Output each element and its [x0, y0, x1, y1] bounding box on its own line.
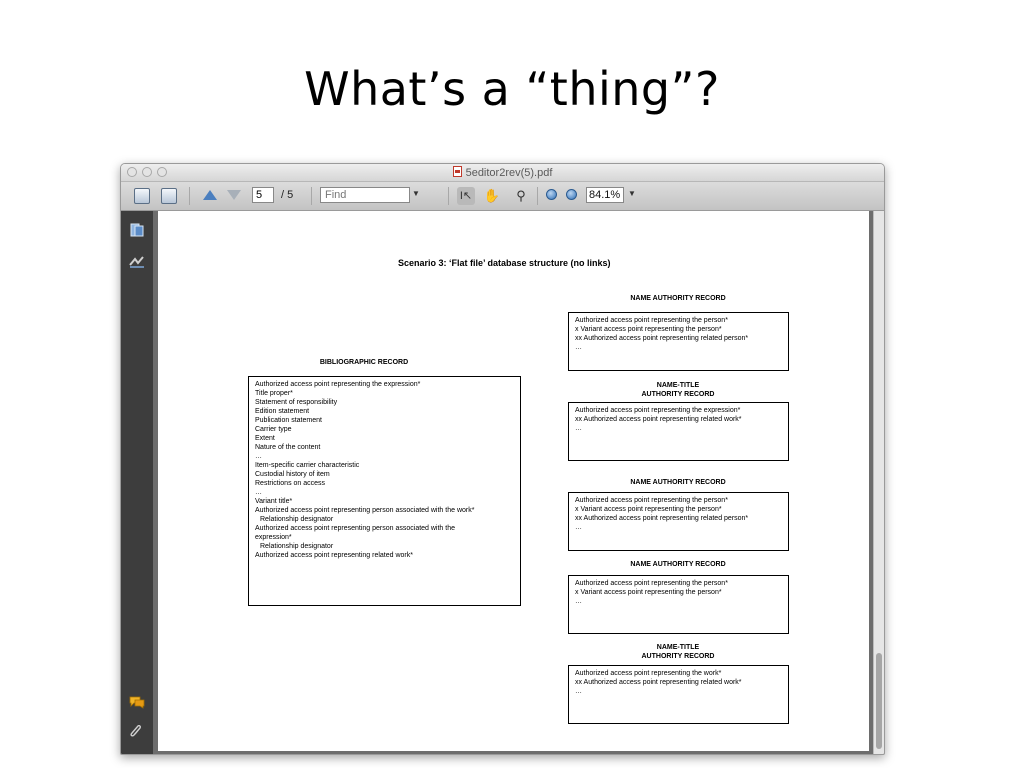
signature-icon[interactable]	[129, 255, 145, 269]
window-title	[121, 166, 884, 179]
record-line: xx Authorized access point representing related person*	[575, 335, 749, 342]
bibliographic-record-box	[248, 376, 521, 606]
record-line: Authorized access point representing the expression*	[575, 407, 741, 414]
record-line: Authorized access point representing person associated with the work*	[255, 507, 475, 514]
record-line: …	[575, 425, 582, 432]
authority-record-box	[568, 492, 789, 551]
authority-record-label-line: NAME AUTHORITY RECORD	[630, 561, 726, 568]
record-line: Custodial history of item	[255, 471, 330, 478]
authority-record-label	[568, 294, 788, 303]
record-line: x Variant access point representing the person*	[575, 506, 722, 513]
page-total: / 5	[281, 189, 294, 201]
record-line: Item-specific carrier characteristic	[255, 462, 360, 469]
record-line: Carrier type	[255, 426, 292, 433]
select-text-tool-icon[interactable]: I↖	[457, 187, 475, 205]
window-title-text: 5editor2rev(5).pdf	[465, 167, 553, 179]
record-line: x Variant access point representing the person*	[575, 589, 722, 596]
record-line: Nature of the content	[255, 444, 321, 451]
authority-record-label-line: NAME AUTHORITY RECORD	[630, 295, 726, 302]
authority-record-label	[568, 381, 788, 399]
record-line: …	[575, 598, 582, 605]
authority-record-box	[568, 402, 789, 461]
fit-page-icon[interactable]	[161, 188, 177, 204]
authority-record-label-line: NAME-TITLE	[656, 644, 700, 651]
pages-icon[interactable]	[129, 223, 145, 237]
authority-record-label-line: NAME AUTHORITY RECORD	[630, 479, 726, 486]
bibliographic-record-label: BIBLIOGRAPHIC RECORD	[319, 359, 409, 366]
record-line: …	[255, 453, 262, 460]
record-line: Restrictions on access	[255, 480, 326, 487]
record-line: xx Authorized access point representing related work*	[575, 416, 742, 423]
record-line: xx Authorized access point representing related person*	[575, 515, 749, 522]
document-heading: Scenario 3: ‘Flat file’ database structure (no links)	[398, 258, 611, 268]
record-line: Authorized access point representing person associated with the	[255, 525, 456, 532]
record-line: Extent	[255, 435, 275, 442]
record-line: xx Authorized access point representing related work*	[575, 679, 742, 686]
attachment-icon[interactable]	[129, 725, 145, 739]
marquee-zoom-icon[interactable]: ⚲	[516, 188, 526, 203]
record-line: …	[575, 524, 582, 531]
zoom-dropdown-arrow-icon[interactable]: ▼	[628, 189, 636, 198]
authority-record-label	[568, 560, 788, 569]
record-line: Statement of responsibility	[255, 399, 338, 406]
record-line: Authorized access point representing the person*	[575, 317, 728, 324]
document-view[interactable]	[153, 211, 884, 754]
authority-record-box	[568, 312, 789, 371]
toolbar	[121, 182, 884, 211]
authority-record-box	[568, 575, 789, 634]
zoom-out-icon[interactable]	[546, 189, 557, 200]
record-line: Edition statement	[255, 408, 310, 415]
record-line: Variant title*	[255, 498, 293, 505]
find-input[interactable]: Find	[320, 187, 410, 203]
page-number-input[interactable]: 5	[252, 187, 274, 203]
pdf-page	[158, 211, 869, 751]
record-line: …	[575, 688, 582, 695]
previous-page-icon[interactable]	[203, 190, 217, 200]
record-line: Publication statement	[255, 417, 322, 424]
zoom-level-input[interactable]: 84.1%	[586, 187, 624, 203]
record-line: x Variant access point representing the person*	[575, 326, 722, 333]
record-line: Relationship designator	[260, 516, 334, 523]
record-line: Authorized access point representing the person*	[575, 497, 728, 504]
pdf-viewer-window	[120, 163, 885, 755]
vertical-scrollbar[interactable]	[873, 211, 884, 754]
zoom-in-icon[interactable]	[566, 189, 577, 200]
title-bar	[121, 164, 884, 182]
record-line: expression*	[255, 534, 292, 541]
record-line: Authorized access point representing the work*	[575, 670, 722, 677]
authority-record-label-line: AUTHORITY RECORD	[641, 391, 715, 398]
pdf-file-icon	[453, 166, 462, 177]
navigation-sidebar	[121, 211, 153, 754]
record-line: Authorized access point representing the expression*	[255, 381, 421, 388]
slide-title: What’s a “thing”?	[304, 62, 720, 116]
find-dropdown-arrow-icon[interactable]: ▼	[412, 189, 420, 198]
record-line: Authorized access point representing the person*	[575, 580, 728, 587]
record-line: Title proper*	[255, 390, 293, 397]
record-line: …	[255, 489, 262, 496]
record-line: …	[575, 344, 582, 351]
comments-icon[interactable]	[129, 695, 145, 709]
next-page-icon[interactable]	[227, 190, 241, 200]
authority-record-box	[568, 665, 789, 724]
record-line: Authorized access point representing related work*	[255, 552, 413, 559]
authority-record-label-line: NAME-TITLE	[656, 382, 700, 389]
scrollbar-thumb[interactable]	[876, 653, 882, 749]
hand-tool-icon[interactable]: ✋	[483, 188, 501, 203]
save-icon[interactable]	[134, 188, 150, 204]
record-line: Relationship designator	[260, 543, 334, 550]
authority-record-label-line: AUTHORITY RECORD	[641, 653, 715, 660]
authority-record-label	[568, 478, 788, 487]
authority-record-label	[568, 643, 788, 661]
